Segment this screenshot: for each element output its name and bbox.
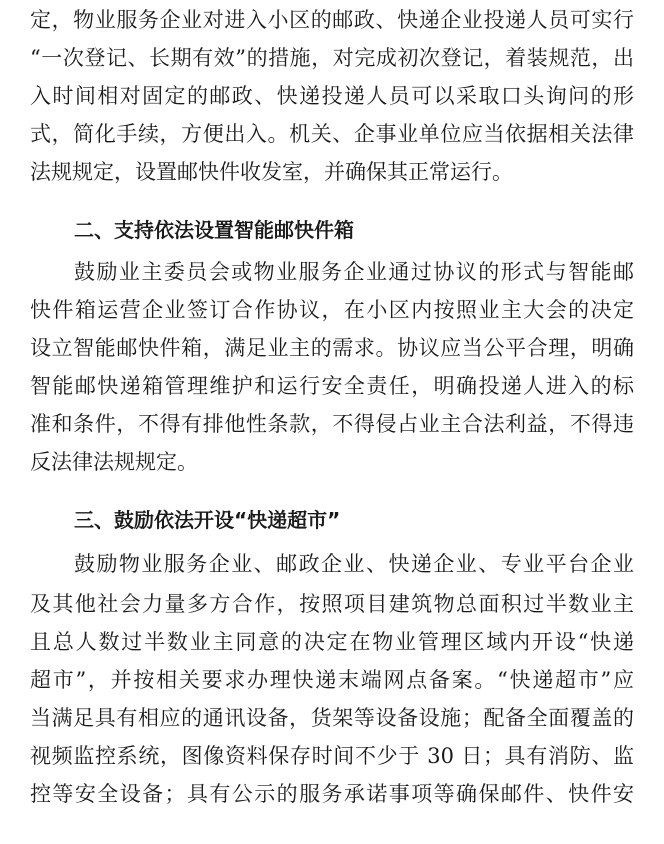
text-line: 法规规定，设置邮快件收发室，并确保其正常运行。 <box>30 160 513 184</box>
text-line: 当满足具有相应的通讯设备，货架等设备设施；配备全面覆盖的 <box>30 706 634 730</box>
text-line: 准和条件，不得有排他性条款，不得侵占业主合法利益，不得违 <box>30 412 634 436</box>
text-line: 定，物业服务企业对进入小区的邮政、快递企业投递人员可实行 <box>30 8 634 32</box>
text-line: 控等安全设备；具有公示的服务承诺事项等确保邮件、快件安 <box>30 782 634 806</box>
text-line: “一次登记、长期有效”的措施，对完成初次登记，着装规范，出 <box>30 46 634 70</box>
text-line: 超市”，并按相关要求办理快递末端网点备案。“快递超市”应 <box>30 668 634 692</box>
section-heading: 三、鼓励依法开设“快递超市” <box>74 508 341 532</box>
text-line: 视频监控系统，图像资料保存时间不少于 30 日；具有消防、监 <box>30 744 634 768</box>
text-line: 鼓励业主委员会或物业服务企业通过协议的形式与智能邮 <box>74 260 634 284</box>
section-heading: 二、支持依法设置智能邮快件箱 <box>74 218 354 242</box>
text-line: 且总人数过半数业主同意的决定在物业管理区域内开设“快递 <box>30 630 634 654</box>
text-line: 反法律法规规定。 <box>30 450 198 474</box>
text-line: 智能邮快递箱管理维护和运行安全责任，明确投递人进入的标 <box>30 374 634 398</box>
text-line: 鼓励物业服务企业、邮政企业、快递企业、专业平台企业 <box>74 552 634 576</box>
text-line: 快件箱运营企业签订合作协议，在小区内按照业主大会的决定 <box>30 298 634 322</box>
text-line: 入时间相对固定的邮政、快递投递人员可以采取口头询问的形 <box>30 84 634 108</box>
text-line: 设立智能邮快件箱，满足业主的需求。协议应当公平合理，明确 <box>30 336 634 360</box>
text-line: 式，简化手续，方便出入。机关、企事业单位应当依据相关法律 <box>30 122 634 146</box>
text-line: 及其他社会力量多方合作，按照项目建筑物总面积过半数业主 <box>30 592 634 616</box>
